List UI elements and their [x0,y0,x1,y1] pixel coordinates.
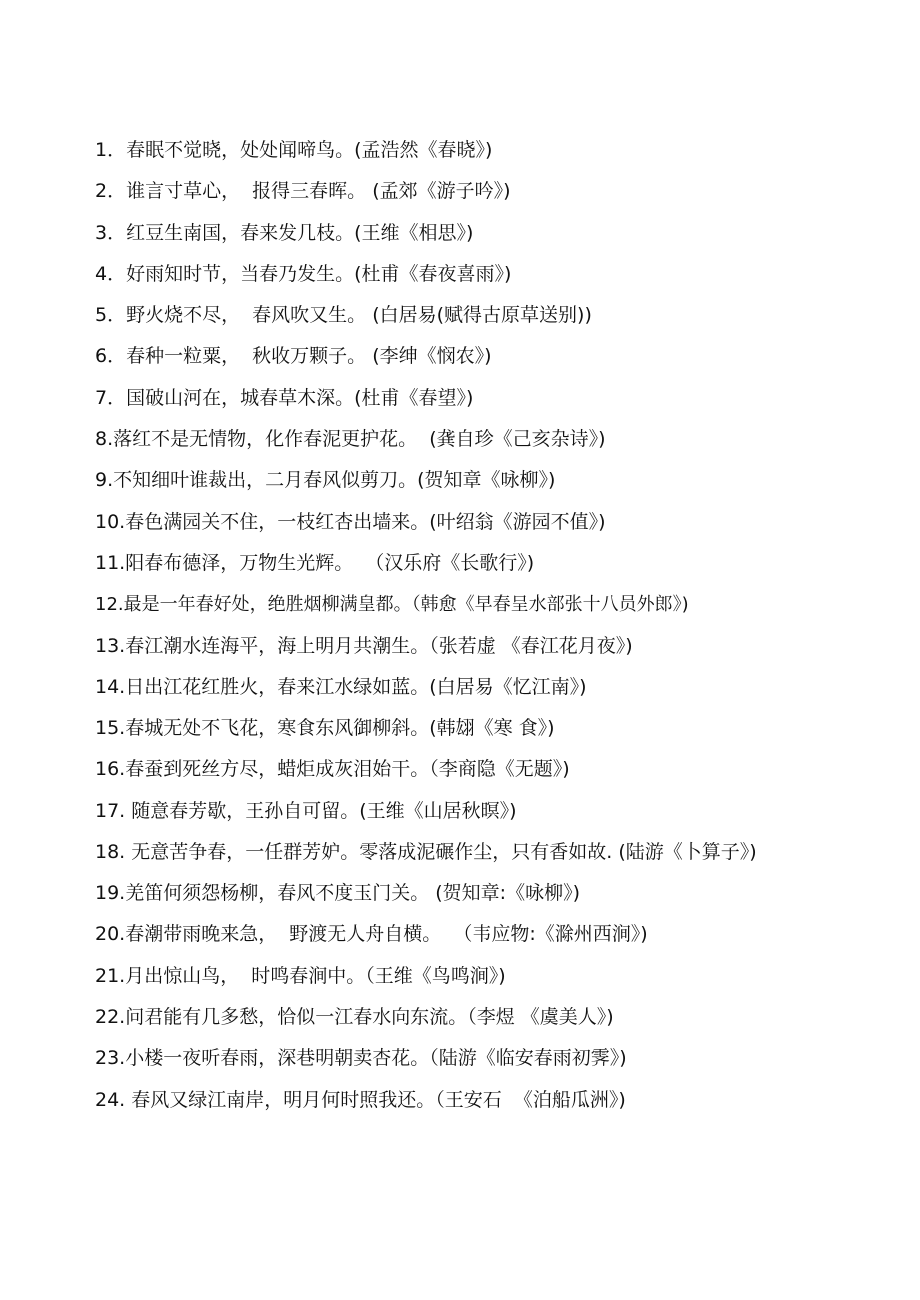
poem-line-1: 1．春眠不觉晓，处处闻啼鸟。(孟浩然《春晓》) [95,139,493,161]
poem-line-16: 16.春蚕到死丝方尽，蜡炬成灰泪始干。（李商隐《无题》) [95,758,570,781]
poem-line-6: 6．春种一粒粟， 秋收万颗子。 (李绅《悯农》) [95,345,492,368]
poem-line-7: 7．国破山河在，城春草木深。(杜甫《春望》) [95,386,474,409]
poem-line-22: 22.问君能有几多愁，恰似一江春水向东流。（李煜 《虞美人》) [95,1005,614,1028]
poem-list [95,130,835,1121]
poem-line-19: 19.羌笛何须怨杨柳，春风不度玉门关。 (贺知章:《咏柳》) [95,882,580,905]
poem-line-20: 20.春潮带雨晚来急， 野渡无人舟自横。 （韦应物:《滁州西涧》) [95,923,648,946]
poem-line-21: 21.月出惊山鸟， 时鸣春涧中。（王维《鸟鸣涧》) [95,964,506,987]
poem-line-5: 5．野火烧不尽， 春风吹又生。 (白居易(赋得古原草送别)) [95,304,592,327]
poem-line-4: 4．好雨知时节，当春乃发生。(杜甫《春夜喜雨》) [95,262,512,285]
poem-line-18: 18. 无意苦争春，一任群芳妒。零落成泥碾作尘，只有香如故. (陆游《卜算子》) [95,841,757,864]
poem-line-15: 15.春城无处不飞花，寒食东风御柳斜。(韩翃《寒 食》) [95,717,555,740]
poem-line-2: 2．谁言寸草心， 报得三春晖。 (孟郊《游子吟》) [95,180,511,203]
poem-line-8: 8.落红不是无情物，化作春泥更护花。 (龚自珍《己亥杂诗》) [95,428,606,451]
poem-line-11: 11.阳春布德泽，万物生光辉。 （汉乐府《长歌行》) [95,551,535,574]
poem-line-24: 24. 春风又绿江南岸，明月何时照我还。（王安石 《泊船瓜洲》) [95,1088,626,1111]
poem-line-14: 14.日出江花红胜火，春来江水绿如蓝。(白居易《忆江南》) [95,675,587,698]
poem-line-3: 3．红豆生南国，春来发几枝。(王维《相思》) [95,221,474,244]
poem-line-23: 23.小楼一夜听春雨，深巷明朝卖杏花。（陆游《临安春雨初霁》) [95,1047,627,1070]
poem-line-17: 17. 随意春芳歇，王孙自可留。(王维《山居秋暝》) [95,799,517,822]
poem-line-13: 13.春江潮水连海平，海上明月共潮生。（张若虚 《春江花月夜》) [95,634,633,657]
poem-line-10: 10.春色满园关不住，一枝红杏出墙来。(叶绍翁《游园不值》) [95,510,606,533]
poem-line-12: 12.最是一年春好处，绝胜烟柳满皇都。（韩愈《早春呈水部张十八员外郎》) [95,594,689,616]
poem-line-9: 9.不知细叶谁裁出，二月春风似剪刀。(贺知章《咏柳》) [95,469,556,492]
